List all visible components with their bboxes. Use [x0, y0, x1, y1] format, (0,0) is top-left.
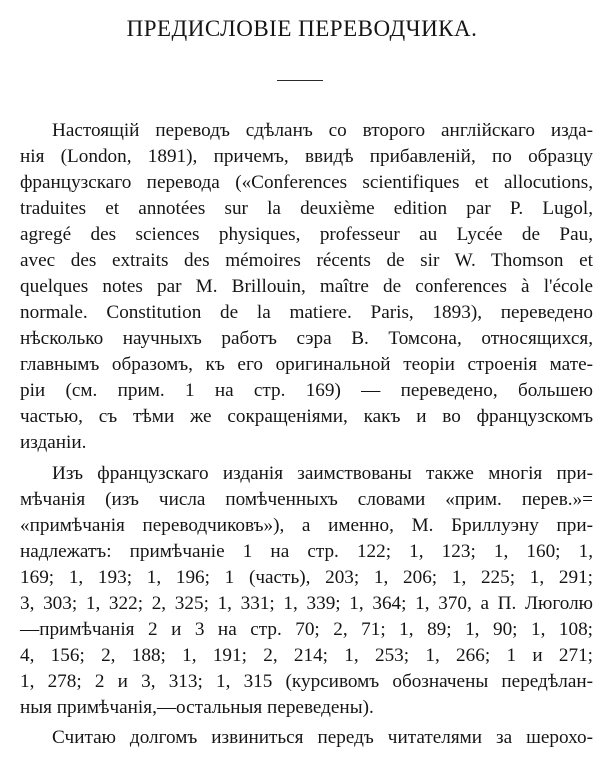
text-line: agregé des sciences physiques, professeur au Lycée de Pau,: [20, 224, 593, 245]
text-line: французскаго перевода («Conferences scientifiques et allocutions,: [20, 172, 593, 193]
text-line: рiи (см. прим. 1 на стр. 169) — переведено, большею: [20, 380, 593, 401]
text-line: мѣчанiя (изъ числа помѣченныхъ словами «прим. перев.»=: [20, 489, 593, 510]
text-line: нiя (London, 1891), причемъ, ввидѣ прибавленiй, по образцу: [20, 146, 593, 167]
text-line: надлежатъ: примѣчанiе 1 на стр. 122; 1, 123; 1, 160; 1,: [20, 541, 593, 562]
text-line: изданiи.: [20, 432, 87, 453]
text-line: главнымъ образомъ, къ его оригинальной теорiи строенiя мате-: [20, 354, 593, 375]
text-line: traduites et annotées sur la deuxième edition par P. Lugol,: [20, 198, 593, 219]
text-line: «примѣчанiя переводчиковъ»), а именно, М. Бриллуэну при-: [20, 515, 593, 536]
text-line: 4, 156; 2, 188; 1, 191; 2, 214; 1, 253; 1, 266; 1 и 271;: [20, 645, 593, 666]
text-line: ныя примѣчанiя,—остальныя переведены).: [20, 697, 374, 718]
text-line: частью, съ тѣми же сокращенiями, какъ и во французскомъ: [20, 406, 593, 427]
text-line: quelques notes par M. Brillouin, maître de conferences à l'école: [20, 276, 593, 297]
text-line: Считаю долгомъ извиниться передъ читателями за шерохо-: [52, 727, 593, 748]
text-line: Настоящiй переводъ сдѣланъ со второго англiйскаго изда-: [52, 120, 593, 141]
text-line: avec des extraits des mémoires récents de sir W. Thomson et: [20, 250, 593, 271]
text-line: 3, 303; 1, 322; 2, 325; 1, 331; 1, 339; 1, 364; 1, 370, а П. Люголю: [20, 593, 593, 614]
text-line: нѣсколько научныхъ работъ сэра В. Томсона, относящихся,: [20, 328, 593, 349]
text-line: 169; 1, 193; 1, 196; 1 (часть), 203; 1, 206; 1, 225; 1, 291;: [20, 567, 593, 588]
text-line: Изъ французскаго изданiя заимствованы также многiя при-: [52, 463, 593, 484]
text-line: —примѣчанiя 2 и 3 на стр. 70; 2, 71; 1, 89; 1, 90; 1, 108;: [20, 619, 593, 640]
text-line: 1, 278; 2 и 3, 313; 1, 315 (курсивомъ обозначены передѣлан-: [20, 671, 593, 692]
text-line: normale. Constitution de la matiere. Paris, 1893), переведено: [20, 302, 593, 323]
title-divider: [277, 80, 323, 81]
page-title: ПРЕДИСЛОВIЕ ПЕРЕВОДЧИКА.: [126, 16, 478, 41]
